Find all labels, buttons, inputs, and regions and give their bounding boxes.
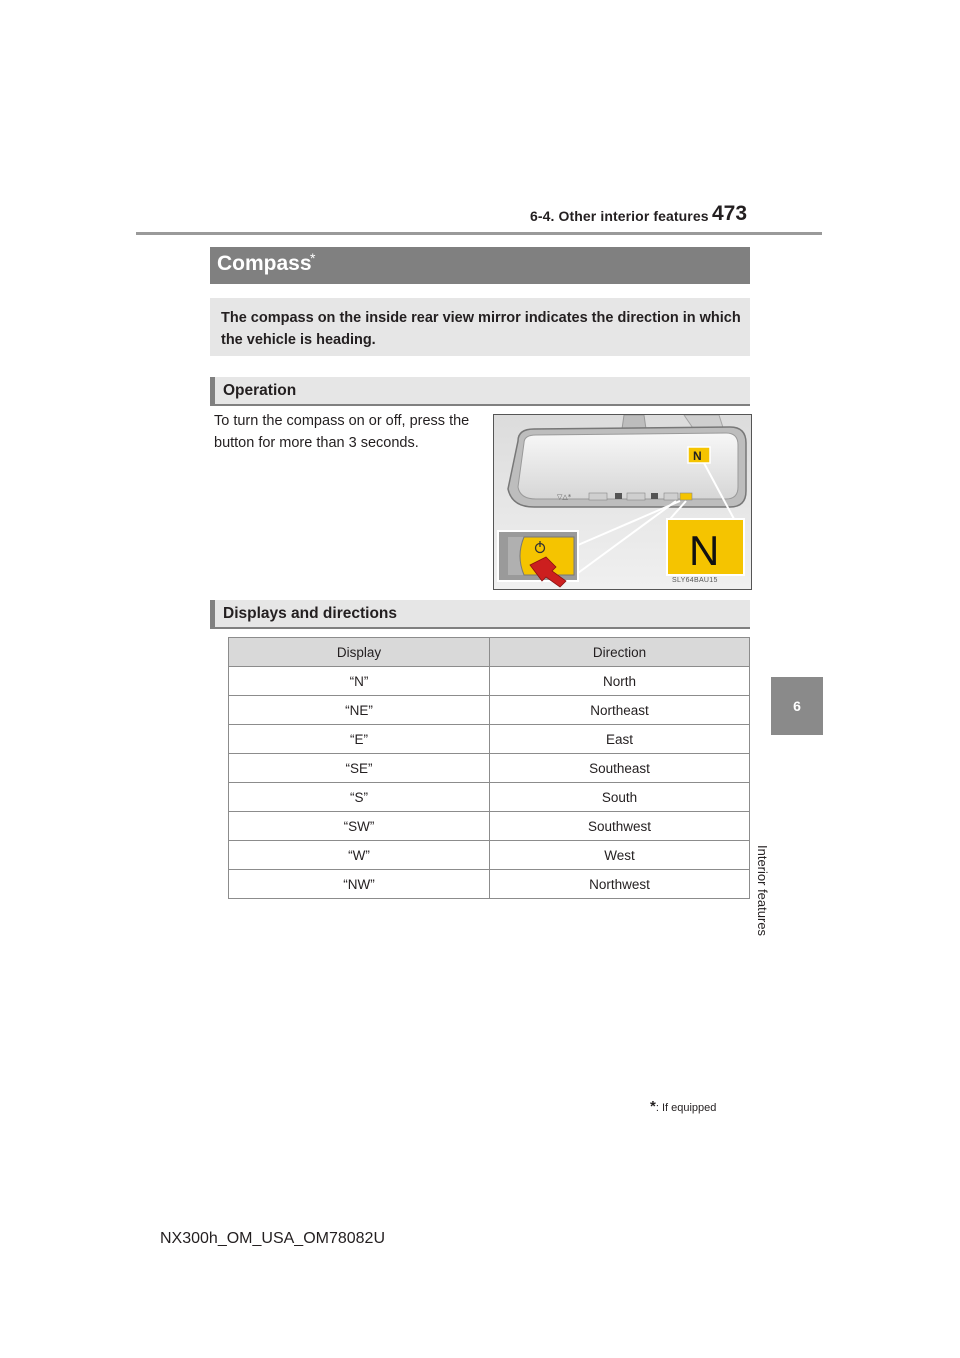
operation-text: To turn the compass on or off, press the button for more than 3 seconds. [214,413,470,451]
display-cell: “NE” [229,696,490,725]
chapter-tab-label-text: Interior features [755,845,770,937]
mirror-drawing [494,415,751,589]
svg-text:▽△*: ▽△* [557,493,572,501]
displays-heading-accent [210,600,215,629]
display-cell: “SW” [229,812,490,841]
footnote [650,1098,716,1115]
direction-cell: West [490,841,750,870]
display-cell: “S” [229,783,490,812]
page-title: Compass [217,252,312,275]
document-code: NX300h_OM_USA_OM78082U [160,1230,386,1247]
table-row [229,812,750,841]
direction-cell: Northwest [490,870,750,899]
display-cell: “NW” [229,870,490,899]
header-rule [136,232,822,235]
table-row [229,667,750,696]
display-cell: “SE” [229,754,490,783]
table-row [229,754,750,783]
table-header-row [229,638,750,667]
chapter-tab-number: 6 [793,698,801,714]
footnote-text: : If equipped [655,1102,717,1114]
page-number: 473 [712,202,748,225]
small-n-label: N [693,449,702,463]
table-row [229,841,750,870]
operation-heading-accent [210,377,215,406]
chapter-tab-label [755,745,788,937]
title-asterisk: * [310,250,316,266]
direction-cell: Northeast [490,696,750,725]
running-header-section: 6-4. Other interior features [530,208,709,224]
table-row [229,725,750,754]
display-cell: “W” [229,841,490,870]
direction-cell: Southeast [490,754,750,783]
direction-cell: South [490,783,750,812]
large-n-label: N [689,527,720,574]
directions-table [228,637,750,899]
table-row [229,783,750,812]
direction-cell: Southwest [490,812,750,841]
table-row [229,696,750,725]
column-header-display: Display [229,638,490,667]
displays-heading: Displays and directions [223,605,397,622]
figure-code: SLY64BAU15 [672,577,718,584]
display-cell: “N” [229,667,490,696]
table-row [229,870,750,899]
operation-heading: Operation [223,382,297,399]
column-header-direction: Direction [490,638,750,667]
direction-cell: North [490,667,750,696]
intro-text: The compass on the inside rear view mirror indicates the direction in which the vehicle is heading. [221,310,741,348]
display-cell: “E” [229,725,490,754]
footnote-asterisk: * [650,1098,656,1115]
mirror-illustration [493,414,752,590]
direction-cell: East [490,725,750,754]
